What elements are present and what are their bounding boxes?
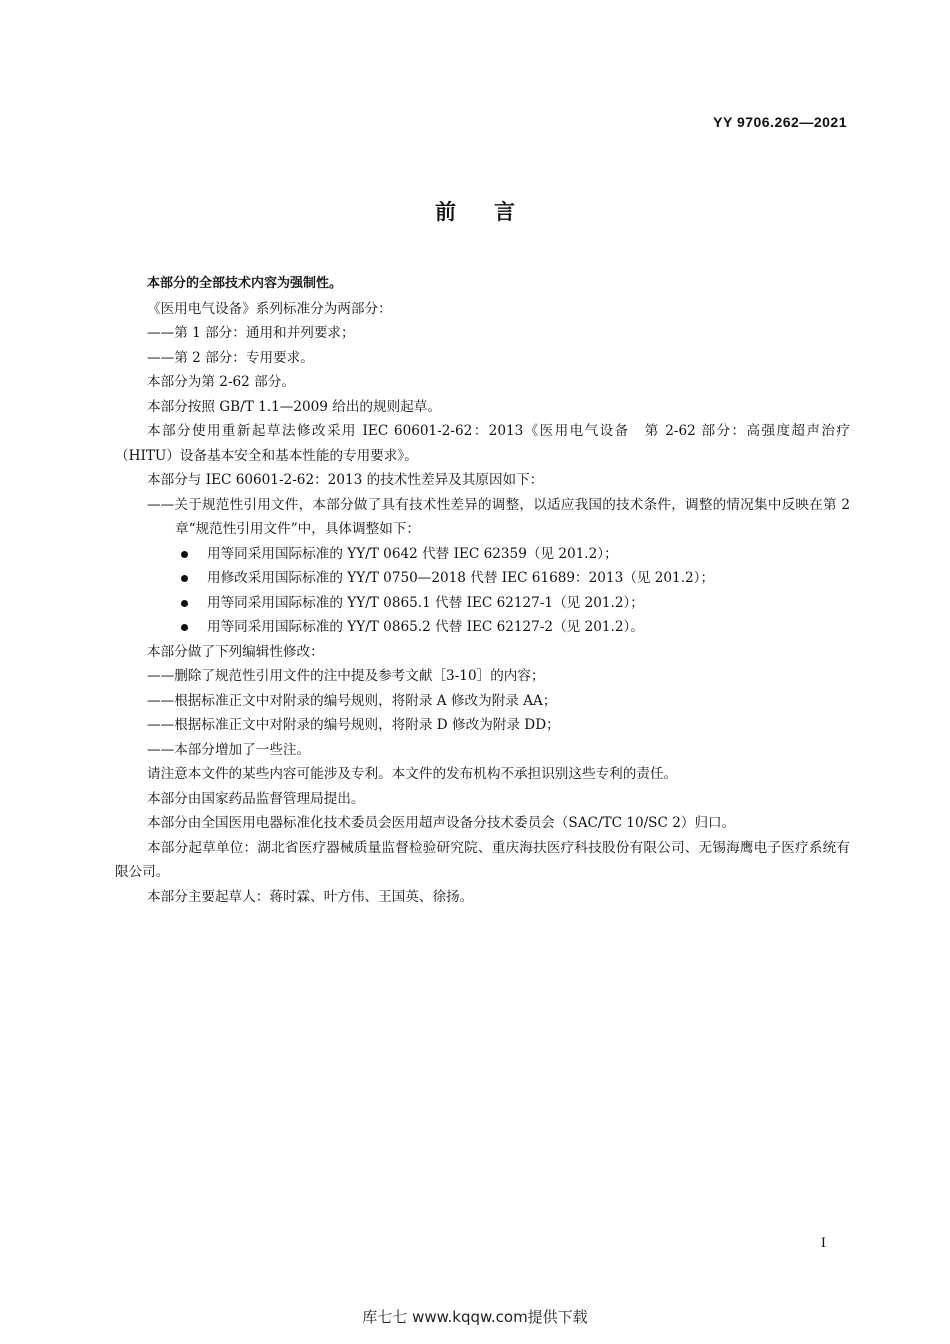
bullet-text: 用等同采用国际标准的 YY/T 0865.2 代替 IEC 62127-2（见 201.2）。 [207, 619, 644, 635]
paragraph-patent: 请注意本文件的某些内容可能涉及专利。本文件的发布机构不承担识别这些专利的责任。 [147, 766, 678, 782]
bullet-item [115, 542, 850, 567]
paragraph-drafting-rules: 本部分按照 GB/T 1.1—2009 给出的规则起草。 [147, 398, 441, 415]
list-item: ——第 2 部分：专用要求。 [147, 349, 314, 366]
bullet-text: 用修改采用国际标准的 YY/T 0750—2018 代替 IEC 61689：2013（见 201.2）； [207, 570, 715, 586]
list-item: ——关于规范性引用文件，本部分做了具有技术性差异的调整，以适应我国的技术条件，调整的情况集中反映在第 2 章“规范性引用文件”中，具体调整如下： [147, 496, 850, 537]
bullet-icon [181, 600, 188, 607]
paragraph-centralized-by: 本部分由全国医用电器标准化技术委员会医用超声设备分技术委员会（SAC/TC 10/SC 2）归口。 [147, 815, 736, 831]
foreword-body [115, 272, 850, 909]
list-item: ——删除了规范性引用文件的注中提及参考文献［3-10］的内容； [147, 668, 545, 684]
bullet-item [115, 615, 850, 640]
paragraph-mandatory: 本部分的全部技术内容为强制性。 [147, 276, 343, 291]
list-item: ——第 1 部分：通用和并列要求； [147, 325, 355, 341]
bullet-text: 用等同采用国际标准的 YY/T 0865.1 代替 IEC 62127-1（见 201.2）； [207, 594, 644, 611]
list-item: ——根据标准正文中对附录的编号规则，将附录 D 修改为附录 DD； [147, 717, 560, 733]
paragraph-editorial: 本部分做了下列编辑性修改： [147, 643, 324, 660]
standard-id: YY 9706.262—2021 [713, 114, 847, 130]
paragraph-part-number: 本部分为第 2-62 部分。 [147, 374, 295, 390]
paragraph-adoption: 本部分使用重新起草法修改采用 IEC 60601-2-62：2013《医用电气设备 第 2-62 部分：高强度超声治疗（HITU）设备基本安全和基本性能的专用要求》。 [115, 423, 850, 464]
list-item: ——本部分增加了一些注。 [147, 741, 311, 758]
paragraph-drafters: 本部分主要起草人：蒋时霖、叶方伟、王国英、徐扬。 [147, 888, 474, 905]
bullet-icon [181, 551, 188, 558]
list-item: ——根据标准正文中对附录的编号规则，将附录 A 修改为附录 AA； [147, 692, 557, 709]
paragraph-proposed-by: 本部分由国家药品监督管理局提出。 [147, 790, 365, 807]
page-number: I [820, 1236, 826, 1251]
footer-watermark: 库七七 www.kqqw.com提供下载 [362, 1308, 588, 1326]
bullet-text: 用等同采用国际标准的 YY/T 0642 代替 IEC 62359（见 201.2）； [207, 545, 618, 562]
paragraph-tech-differences: 本部分与 IEC 60601-2-62：2013 的技术性差异及其原因如下： [147, 472, 544, 488]
paragraph-series: 《医用电气设备》系列标准分为两部分： [147, 300, 392, 317]
bullet-item [115, 591, 850, 616]
bullet-icon [181, 575, 188, 582]
bullet-item [115, 566, 850, 591]
page-title: 前言 [435, 200, 553, 224]
bullet-icon [181, 624, 188, 631]
paragraph-drafting-units: 本部分起草单位：湖北省医疗器械质量监督检验研究院、重庆海扶医疗科技股份有限公司、无锡海鹰电子医疗系统有限公司。 [115, 839, 850, 880]
